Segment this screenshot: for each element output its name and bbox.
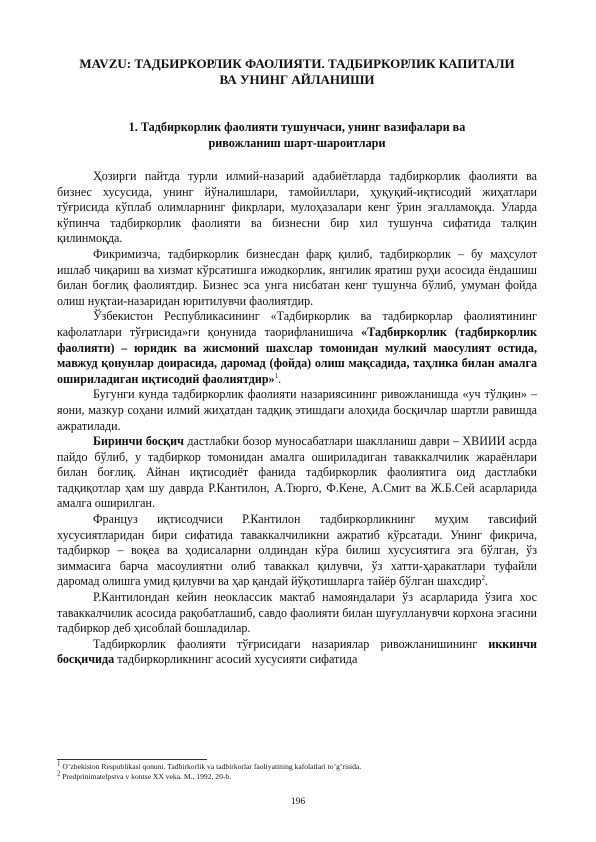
section-heading-line2: ривожланиш шарт-шароитлари <box>208 135 386 150</box>
footnote-ref-1: 1 <box>274 371 279 380</box>
paragraph-3 <box>57 309 537 387</box>
footnote-1-mark: 1 <box>57 759 61 768</box>
page-number: 196 <box>290 797 306 807</box>
paragraph-3-intro: Ўзбекистон Республикасининг «Тадбиркорлик ва тадбиркорлар фаолиятининг кафолатлари тўғрисида»ги қонунида таорифланишича <box>57 309 537 339</box>
second-stage-term: иккинчи босқичида <box>57 636 537 667</box>
section-heading-line1: 1. Тадбиркорлик фаолияти тушунчаси, унинг вазифалари ва <box>128 120 466 134</box>
paragraph-8 <box>57 637 537 668</box>
paragraph-5 <box>57 434 537 512</box>
document-title-line1: MAVZU: ТАДБИРКОРЛИК ФАОЛИЯТИ. ТАДБИРКОРЛИК КАПИТАЛИ <box>79 56 515 71</box>
paragraph-6-text: Француз иқтисодчиси Р.Кантилон тадбиркорликнинг муҳим тавсифий хусусиятларидан бири сифатида таваккалчиликни ажратиб кўрсатади. Унинг фикрича, тадбиркор – воқеа ва ҳодисаларни олдиндан кўра билиш хусусиятига эга бўлган, ўз зиммасига барча масоулиятни олиб таваккал қилувчи, ўз хатти-ҳаракатлари туфайли даромад олишга умид қилувчи ва ҳар қандай йўқотишларга тайёр бўлган шахсдир <box>57 512 537 589</box>
paragraph-5-rest: дастлабки бозор муносабатлари шаклланиш даври – XВИИИ асрда пайдо бўлиб, у тадбиркор томонидан амалга ошириладиган таваккалчилик жараёнлари билан боғлиқ. Айнан иқтисодиёт фанида тадбиркорлик фаолиятига оид дастлабки тадқиқотлар ҳам шу даврда Р.Кантилон, А.Тюрго, Ф.Кене, А.Смит ва Ж.Б.Сей асарларида амалга оширилган. <box>57 434 537 511</box>
law-definition-quote: «Тадбиркорлик (тадбиркорлик фаолияти) – юридик ва жисмоний шахслар томонидан мулкий маосулият остида, мавжуд қонунлар доирасида, даромад (фойда) олиш мақсадида, таҳлика билан амалга ошириладиган иқтисодий фаолиятдир» <box>57 324 537 386</box>
document-title <box>57 56 537 88</box>
footnote-ref-2: 2 <box>481 574 486 583</box>
footnote-2-text: Predprinimatelpstva v kontse XX veka. M., 1992, 20-b. <box>60 772 232 781</box>
paragraph-3-end: . <box>278 371 282 386</box>
footnote-1-text: O’zbekiston Respublikasi qonuni. Tadbirkorlik va tadbirkorlar faoliyatining kafolatlari to’g’risida. <box>60 762 362 771</box>
document-body <box>57 169 537 668</box>
paragraph-2: Фикримизча, тадбиркорлик бизнесдан фарқ қилиб, тадбиркорлик – бу маҳсулот ишлаб чиқариш ва хизмат кўрсатишга ижодкорлик, янгилик яратиш руҳи асосида ёндашиш билан боғлиқ фаолиятдир. Бизнес эса унга нисбатан кенг тушунча бўлиб, умуман фойда олиш нуқтаи-назаридан юритилувчи фаолиятдир. <box>57 246 537 308</box>
paragraph-6-end: . <box>485 574 489 589</box>
footnote-2-mark: 2 <box>57 769 61 778</box>
paragraph-8-rest: тадбиркорликнинг асосий хусусияти сифатида <box>114 652 358 667</box>
paragraph-8-start: Тадбиркорлик фаолияти тўғрисидаги назариялар ривожланишининг <box>93 636 489 651</box>
document-page <box>57 56 537 668</box>
section-heading <box>57 120 537 151</box>
footnote-1 <box>57 759 537 772</box>
footnote-2 <box>57 769 537 782</box>
paragraph-6 <box>57 512 537 590</box>
footnote-divider <box>57 759 207 760</box>
footnotes <box>57 759 537 782</box>
paragraph-4: Бугунги кунда тадбиркорлик фаолияти назариясининг ривожланишда «уч тўлқин» – яони, мазкур соҳани илмий жиҳатдан тадқиқ этишдаги алоҳида босқичлар шартли равишда ажратилади. <box>57 387 537 433</box>
paragraph-7: Р.Кантилондан кейин неоклассик мактаб намояндалари ўз асарларида ўзига хос таваккалчилик асосида рақобатлашиб, савдо фаолияти билан шуғулланувчи корхона эгасини тадбиркор деб ҳисоблай бошладилар. <box>57 590 537 636</box>
document-title-line2: ВА УНИНГ АЙЛАНИШИ <box>219 72 375 87</box>
paragraph-1: Ҳозирги пайтда турли илмий-назарий адабиётларда тадбиркорлик фаолияти ва бизнес хусусида, унинг йўналишлари, тамойиллари, ҳуқуқий-иқтисодий жиҳатлари тўғрисида кўплаб олимларнинг фикрлари, мулоҳазалари кенг ўрин эгалламоқда. Уларда кўпинча тадбиркорлик фаолияти ва бизнесни бир хил тушунча сифатида талқин қилинмоқда. <box>57 169 537 246</box>
first-stage-term: Биринчи босқич <box>93 434 184 449</box>
